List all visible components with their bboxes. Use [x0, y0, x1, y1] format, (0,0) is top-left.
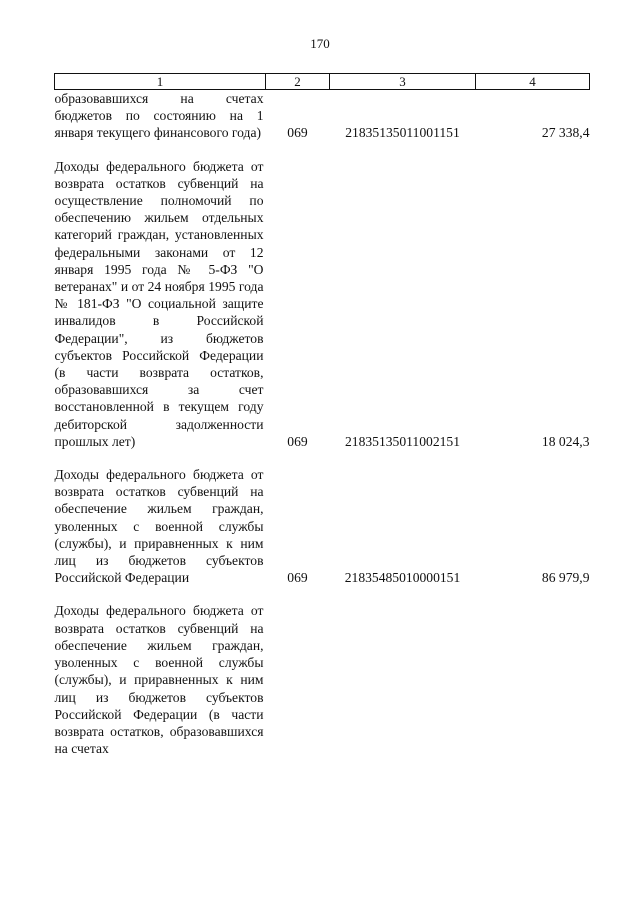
- header-col-3: 3: [330, 74, 476, 90]
- header-col-1: 1: [55, 74, 266, 90]
- table-header: [55, 74, 590, 90]
- row-admin-code: [266, 602, 330, 757]
- row-amount: 18 024,3: [541, 433, 590, 449]
- row-classification-code: 21835485010000151: [344, 570, 461, 586]
- table-body: [55, 90, 590, 758]
- table-row: [55, 466, 590, 586]
- table-header-row: [55, 74, 590, 90]
- table-row: [55, 602, 590, 757]
- row-name: Доходы федерального бюджета от возврата остатков субвенций на обеспечение жильем граждан, уволенных с военной службы (службы), и приравненных к ним лиц из бюджетов субъектов Российской Федерации (в части возврата остатков, образовавшихся на счетах: [54, 603, 264, 757]
- row-admin-code: 069: [287, 125, 308, 141]
- row-name: Доходы федерального бюджета от возврата остатков субвенций на обеспечение жильем граждан, уволенных с военной службы (службы), и приравненных к ним лиц из бюджетов субъектов Российской Федерации: [54, 467, 264, 586]
- row-amount: 86 979,9: [541, 570, 590, 586]
- row-classification-code: 21835135011002151: [344, 433, 461, 449]
- row-spacer: [55, 450, 590, 466]
- header-col-2: 2: [266, 74, 330, 90]
- header-col-4: 4: [476, 74, 590, 90]
- row-spacer: [55, 586, 590, 602]
- row-spacer: [55, 142, 590, 158]
- row-name: образовавшихся на счетах бюджетов по состоянию на 1 января текущего финансового года): [54, 91, 264, 141]
- table-row: [55, 158, 590, 450]
- row-classification-code: [330, 602, 476, 757]
- row-admin-code: 069: [287, 570, 308, 586]
- revenue-table: [54, 73, 590, 757]
- row-amount: [476, 602, 590, 757]
- row-classification-code: 21835135011001151: [345, 125, 460, 141]
- page-number: 170: [310, 36, 330, 51]
- table-row: [55, 90, 590, 142]
- row-name: Доходы федерального бюджета от возврата остатков субвенций на осуществление полномочий по обеспечению жильем отдельных категорий граждан, установленных федеральными законами от 12 января 1995 года № 5-ФЗ "О ветеранах" и от 24 ноября 1995 года № 181-ФЗ "О социальной защите инвалидов в Российской Федерации", из бюджетов субъектов Российской Федерации (в части возврата остатков, образовавшихся за счет восстановленной в текущем году дебиторской задолженности прошлых лет): [54, 158, 264, 449]
- row-amount: 27 338,4: [541, 125, 590, 141]
- row-admin-code: 069: [287, 433, 308, 449]
